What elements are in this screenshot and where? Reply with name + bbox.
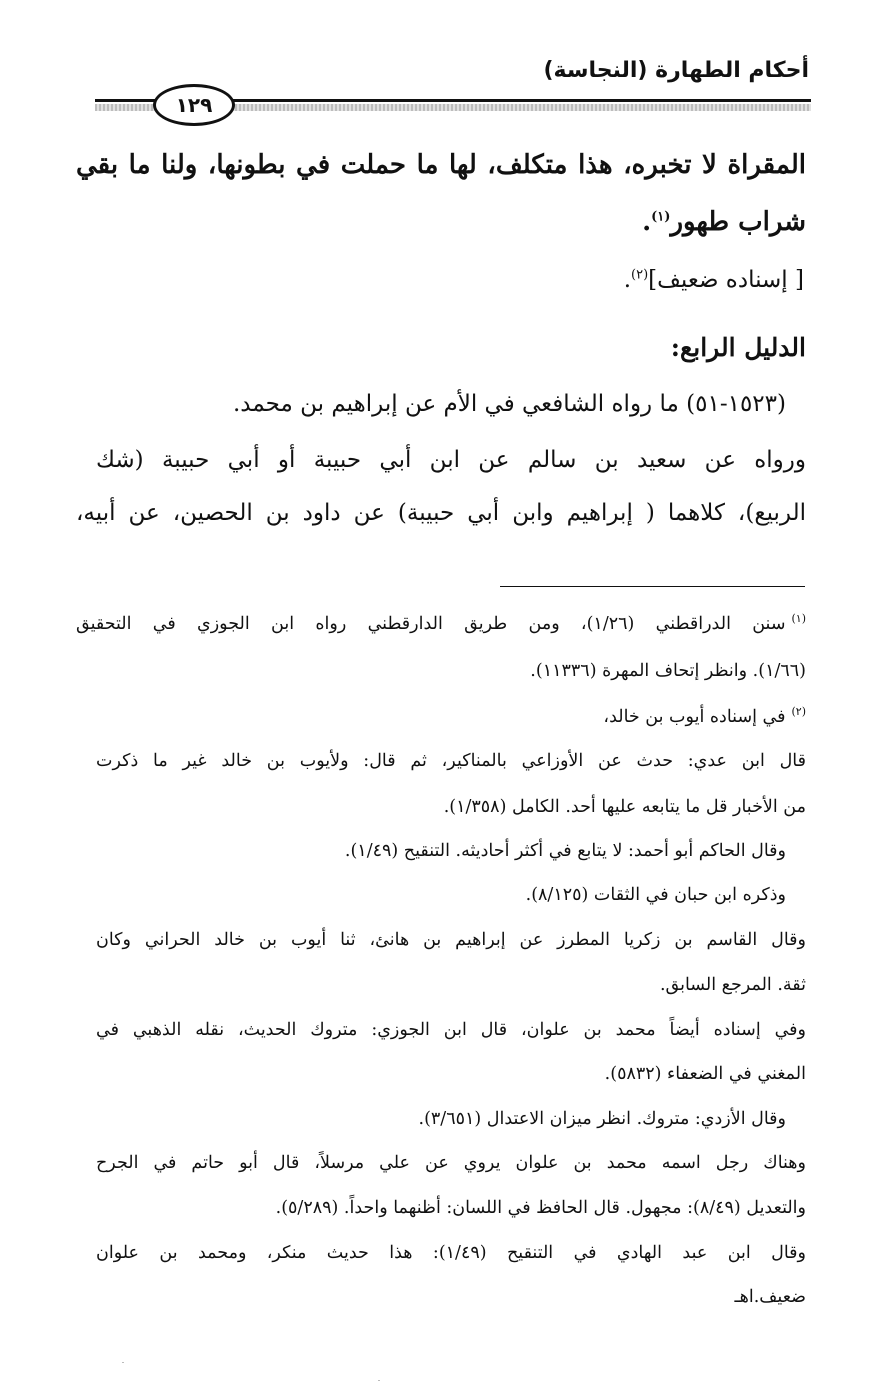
text-line: المقراة لا تخبره، هذا متكلف، لها ما حملت في بطونها، ولنا ما بقي [76,150,806,180]
footnote-marker: (٢) [791,705,806,718]
footnote-1-line: $^{(١)}$سنن الدراقطني (١/٢٦)، ومن طريق الدارقطني رواه ابن الجوزي في التحقيق [76,612,807,634]
text-line: ورواه عن سعيد بن سالم عن ابن أبي حبيبة أو أبي حبيبة (شك [96,447,806,473]
footnote-1-line: (١/٦٦). وانظر إتحاف المهرة (١١٣٣٦). [530,661,806,681]
footnote-2-line: ثقة. المرجع السابق. [659,975,806,995]
footnote-2-line: وقال القاسم بن زكريا المطرز عن إبراهيم بن هانئ، ثنا أيوب بن خالد الحراني وكان [96,930,806,950]
footnote-marker: (١) [791,612,807,625]
footnote-2-line: قال ابن عدي: حدث عن الأوزاعي بالمناكير، ثم قال: ولأيوب بن خالد غير ما ذكرت [96,751,806,771]
section-heading: الدليل الرابع: [670,333,806,362]
footnote-2-line: وهناك رجل اسمه محمد بن علوان يروي عن علي مرسلاً، قال أبو حاتم في الجرح [96,1153,806,1173]
scan-speck [378,1380,380,1381]
footnote-ref: (١) [651,209,671,225]
text-line: (١٥٢٣-٥١) ما رواه الشافعي في الأم عن إبراهيم بن محمد. [233,391,786,417]
footnote-2-line: وقال الحاكم أبو أحمد: لا يتابع في أكثر أحاديثه. التنقيح (١/٤٩). [344,841,786,861]
footnote-2-line: $^{(٢)}$في إسناده أيوب بن خالد، [603,705,806,727]
footnote-2-line: من الأخبار قل ما يتابعه عليها أحد. الكامل (١/٣٥٨). [443,797,806,817]
running-header-title: أحكام الطهارة (النجاسة) [543,58,809,83]
footnote-2-line: والتعديل (٨/٤٩): مجهول. قال الحافظ في اللسان: أظنهما واحداً. (٥/٢٨٩). [275,1198,806,1218]
footnote-2-line: وقال ابن عبد الهادي في التنقيح (١/٤٩): هذا حديث منكر، ومحمد بن علوان [96,1243,806,1263]
footnote-ref: (٢) [631,267,649,283]
footnote-2-line: ضعيف.اهـ [734,1287,806,1307]
isnad-grade: [ إسناده ضعيف]$^{(٢)}$. [623,267,804,293]
footnote-2-line: وفي إسناده أيضاً محمد بن علوان، قال ابن الجوزي: متروك الحديث، نقله الذهبي في [96,1020,806,1040]
page-number: ١٢٩ [153,84,235,126]
footnote-2-line: وقال الأزدي: متروك. انظر ميزان الاعتدال (٣/٦٥١). [418,1109,786,1129]
scan-speck [122,1362,124,1363]
footnote-2-line: وذكره ابن حبان في الثقات (٨/١٢٥). [525,885,786,905]
footnote-separator [500,586,805,587]
footnote-2-line: المغني في الضعفاء (٥٨٣٢). [604,1064,806,1084]
text-line: الربيع)، كلاهما ( إبراهيم وابن أبي حبيبة) عن داود بن الحصين، عن أبيه، [76,500,806,526]
text-line: شراب طهور$^{(١)}$. [642,207,806,237]
